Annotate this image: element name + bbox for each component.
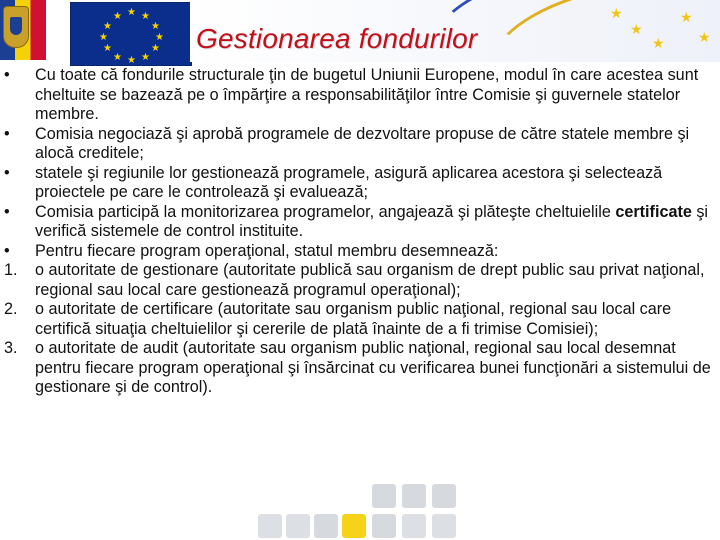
numbered-item (0, 339, 720, 398)
bullet-marker: • (4, 124, 10, 143)
number-marker: 3. (4, 339, 18, 357)
number-marker: 1. (4, 261, 18, 279)
numbered-item (0, 300, 720, 339)
romania-coat-of-arms-icon (0, 0, 46, 60)
numbered-item (0, 261, 720, 300)
decorative-square (432, 484, 456, 508)
decorative-square (402, 484, 426, 508)
list-item (0, 164, 720, 203)
slide-title: Gestionarea fondurilor (196, 23, 478, 54)
decorative-square (432, 514, 456, 538)
decorative-square (342, 514, 366, 538)
decorative-squares (256, 480, 456, 540)
list-item (0, 203, 720, 242)
list-item-text-after: şi verifică sistemele de control instituite. (35, 202, 709, 240)
list-item-text: Cu toate că fondurile structurale ţin de bugetul Uniunii Europene, modul în care acestea sunt cheltuite se bazează pe o împărţire a responsabilităţilor între Comisie şi guvernele statelor membre. (35, 66, 699, 123)
list-item-text: o autoritate de certificare (autoritate sau organism public naţional, regional sau local care certifică situaţia cheltuielilor şi cererile de plată înainte de a fi trimise Comisiei); (35, 300, 672, 338)
decorative-square (258, 514, 282, 538)
eu-stars-swoosh-icon: ★ ★ ★ ★ ★ (190, 0, 720, 62)
decorative-square (372, 484, 396, 508)
decorative-square (372, 514, 396, 538)
bullet-list (0, 66, 720, 398)
bullet-marker: • (4, 202, 10, 221)
eu-flag-icon: ★ ★ ★ ★ ★ ★ ★ ★ ★ ★ ★ ★ (70, 2, 192, 66)
list-item-text-before: Comisia participă la monitorizarea programelor, angajează şi plăteşte cheltuielile (35, 202, 616, 221)
bullet-marker: • (4, 163, 10, 182)
decorative-square (402, 514, 426, 538)
list-item-text: o autoritate de gestionare (autoritate publică sau organism de drept public sau privat naţional, regional sau local care gestionează programul operaţional); (35, 261, 705, 299)
decorative-square (286, 514, 310, 538)
number-marker: 2. (4, 300, 18, 318)
list-item-text: Comisia negociază şi aprobă programele de dezvoltare propuse de către statele membre şi alocă creditele; (35, 124, 690, 162)
bullet-marker: • (4, 66, 10, 84)
decorative-square (314, 514, 338, 538)
slide-header (0, 0, 720, 66)
list-item (0, 125, 720, 164)
list-item (0, 242, 720, 262)
list-item-text: o autoritate de audit (autoritate sau organism public naţional, regional sau local desemnat pentru fiecare program operaţional şi însărcinat cu verificarea bunei funcţionări a sistemului de gestionare şi de control). (35, 339, 711, 396)
bold-term: certificate (615, 202, 692, 221)
bullet-marker: • (4, 241, 10, 260)
list-item-text: statele şi regiunile lor gestionează programele, asigură aplicarea acestora şi selectează proiectele pe care le controlează şi evaluează; (35, 163, 663, 201)
list-item-text: Pentru fiecare program operaţional, statul membru desemnează: (35, 241, 499, 260)
list-item (0, 66, 720, 125)
